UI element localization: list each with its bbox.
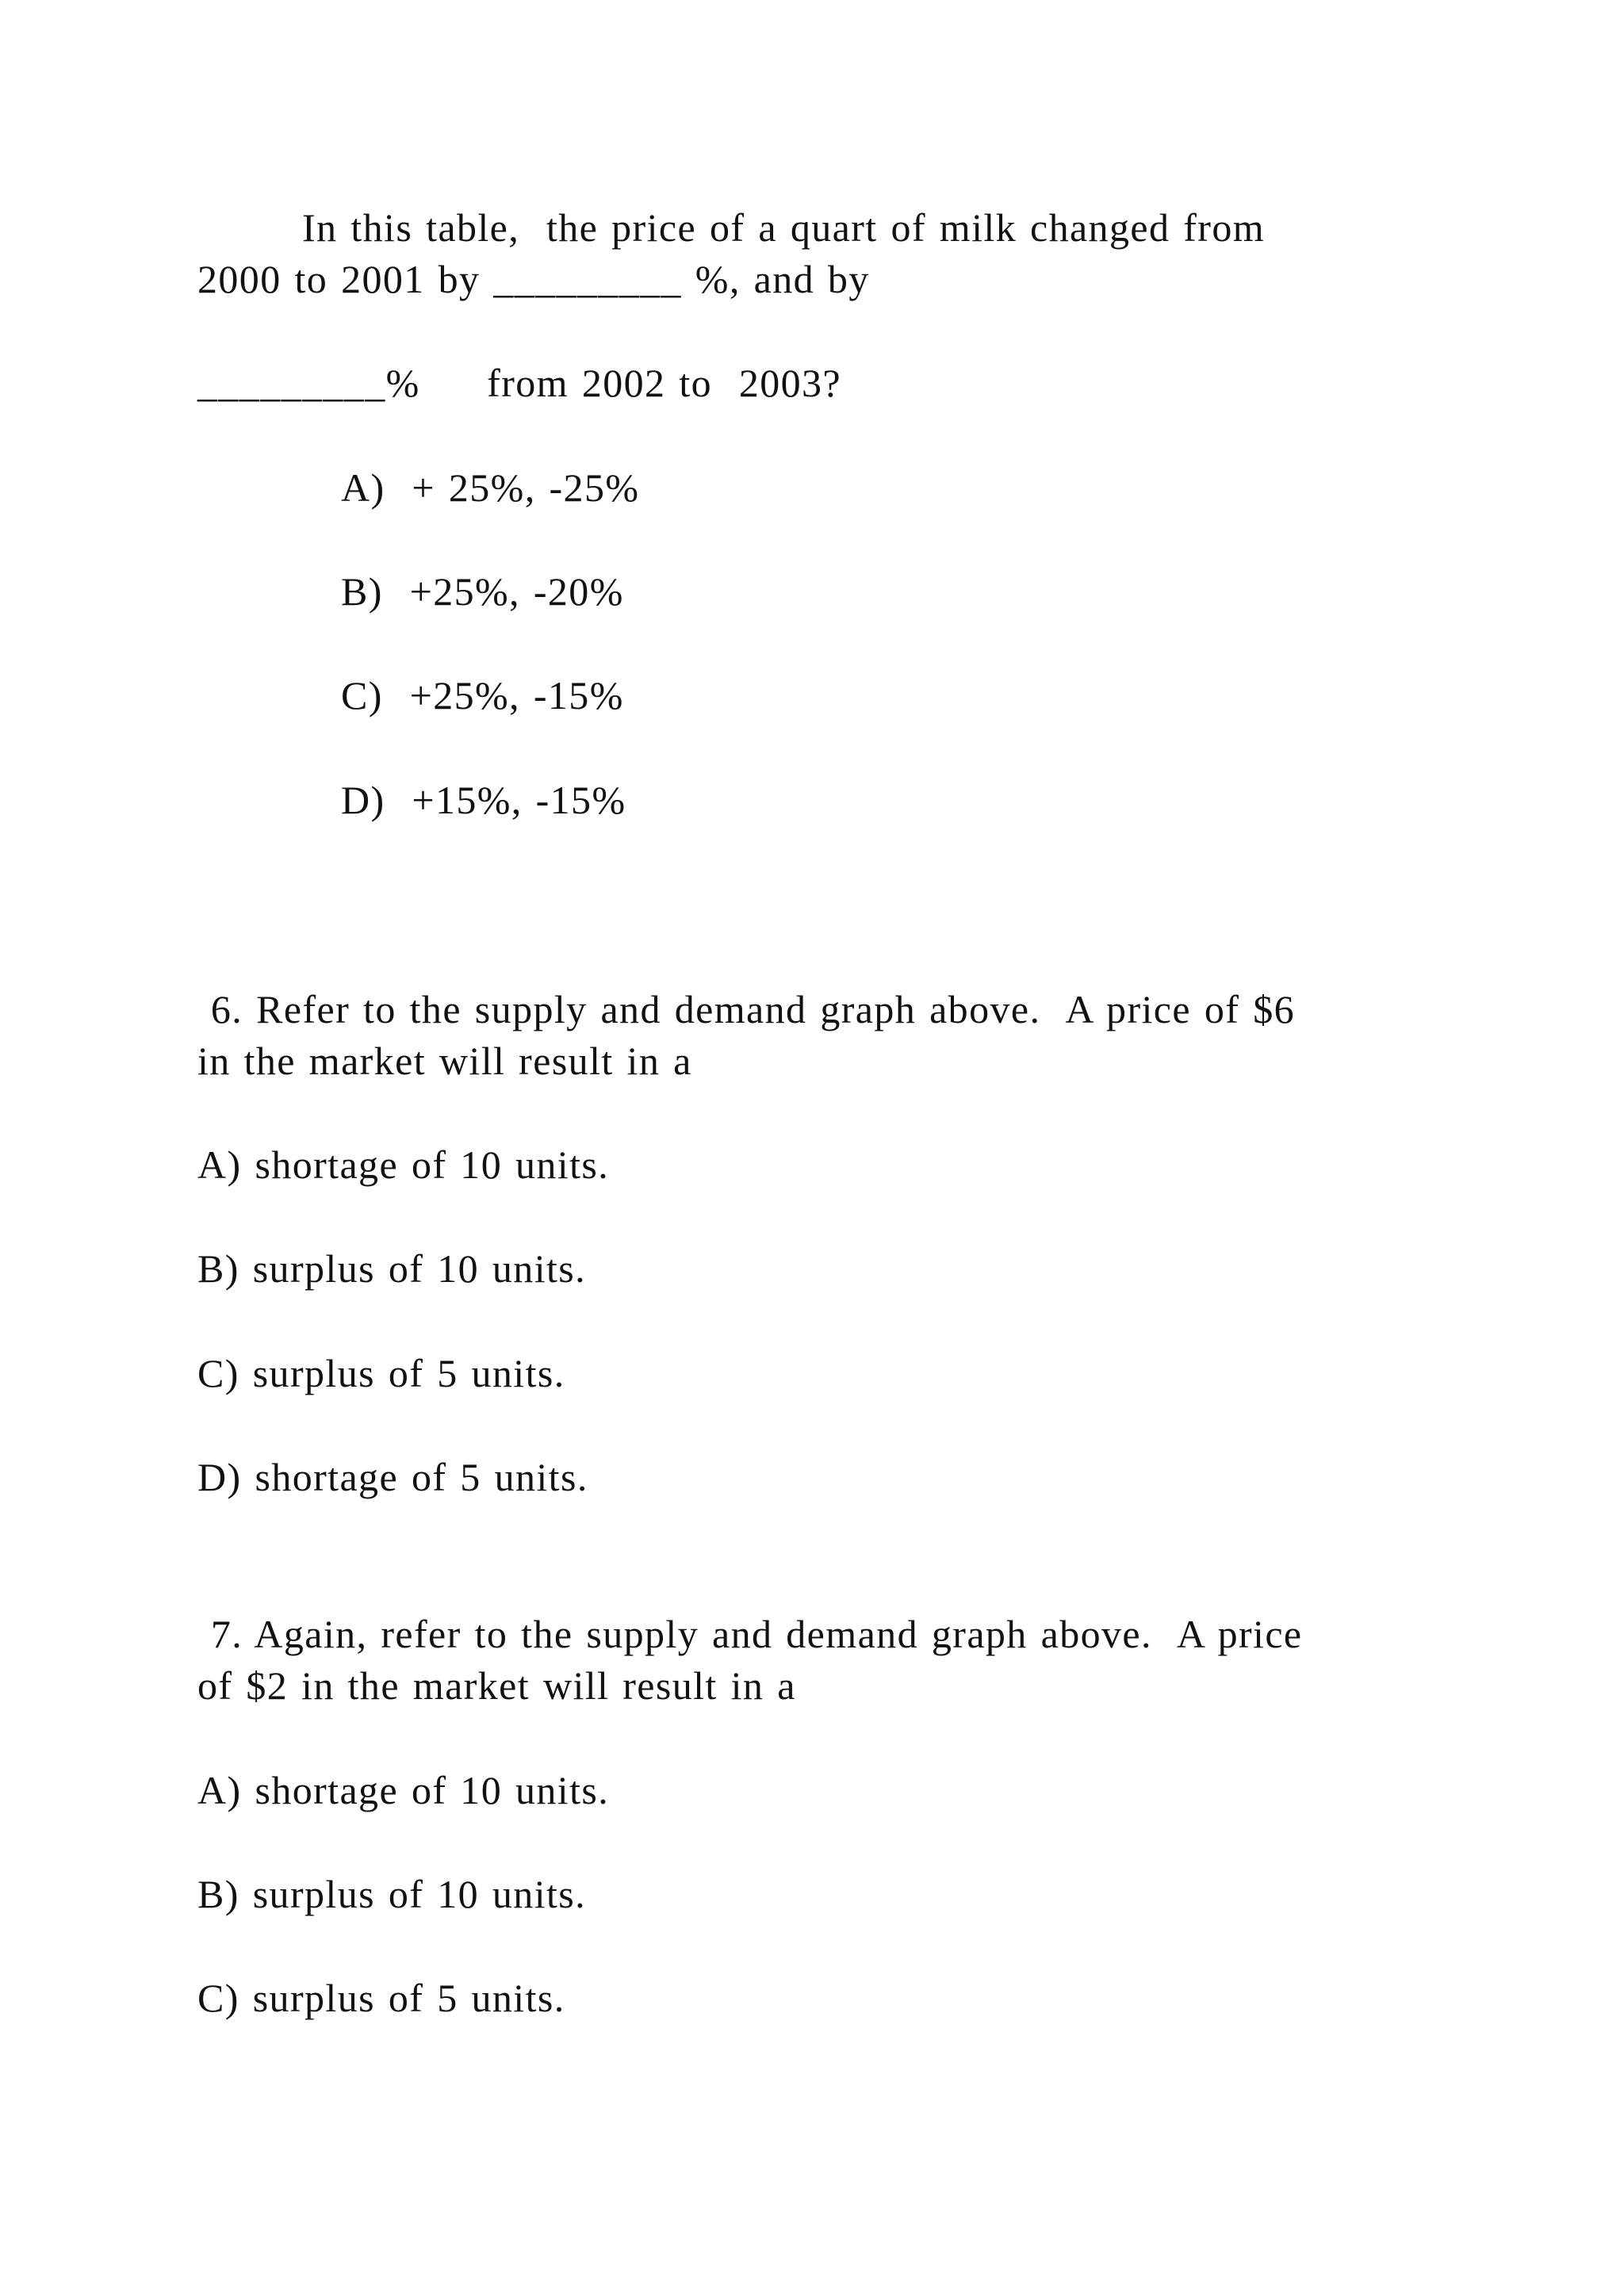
question-5-stem-line-3: _________% from 2002 to 2003? <box>197 361 842 405</box>
question-6-stem-line-2: in the market will result in a <box>197 1039 692 1083</box>
question-5-option-c: C) +25%, -15% <box>341 673 624 718</box>
question-6-option-a: A) shortage of 10 units. <box>197 1142 610 1187</box>
question-5-stem-line-2: 2000 to 2001 by _________ %, and by <box>197 257 870 301</box>
question-5-stem-line-1: In this table, the price of a quart of milk changed from <box>302 205 1266 250</box>
question-6-stem-line-1: 6. Refer to the supply and demand graph above. A price of $6 <box>197 987 1296 1031</box>
question-6-option-b: B) surplus of 10 units. <box>197 1246 587 1291</box>
question-5-option-b: B) +25%, -20% <box>341 569 624 614</box>
question-6-option-c: C) surplus of 5 units. <box>197 1351 565 1395</box>
question-7-option-a: A) shortage of 10 units. <box>197 1768 610 1812</box>
question-7-option-c: C) surplus of 5 units. <box>197 1976 565 2020</box>
question-7-stem-line-1: 7. Again, refer to the supply and demand graph above. A price <box>197 1612 1303 1656</box>
question-7-option-b: B) surplus of 10 units. <box>197 1872 587 1916</box>
question-7-stem-line-2: of $2 in the market will result in a <box>197 1663 796 1708</box>
question-6-option-d: D) shortage of 5 units. <box>197 1455 588 1499</box>
question-5-option-d: D) +15%, -15% <box>341 778 626 822</box>
question-5-option-a: A) + 25%, -25% <box>341 465 640 510</box>
